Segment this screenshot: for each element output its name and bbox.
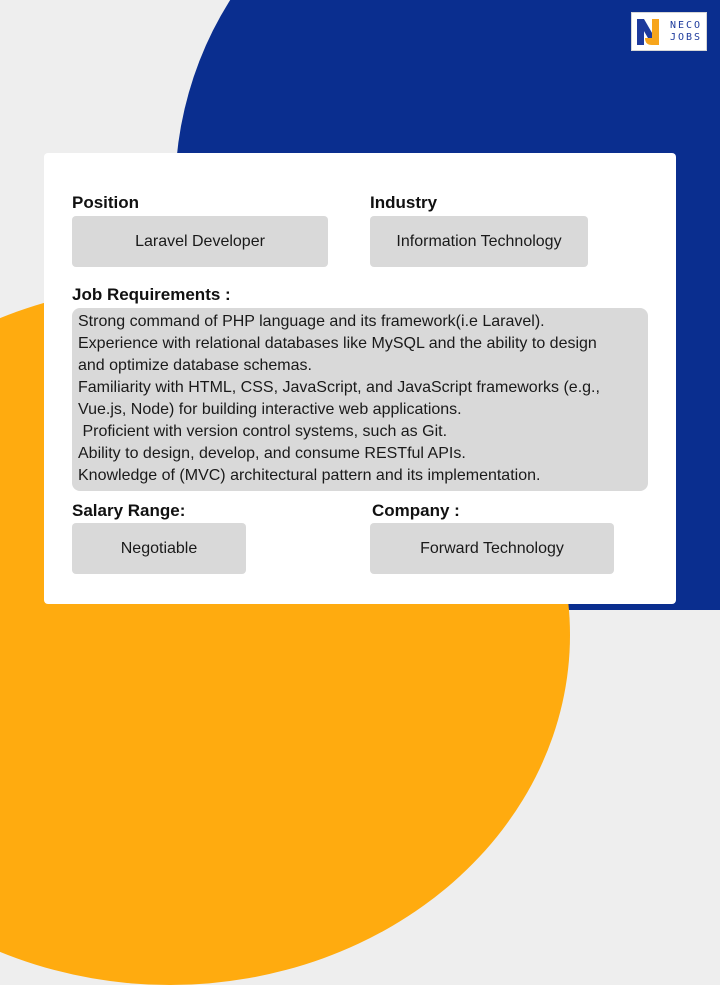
logo-text-line2: JOBS [670, 31, 703, 43]
requirement-line: Familiarity with HTML, CSS, JavaScript, and JavaScript frameworks (e.g., [78, 379, 600, 396]
requirement-line: and optimize database schemas. [78, 357, 312, 374]
requirement-line: Experience with relational databases like MySQL and the ability to design [78, 335, 597, 352]
company-label: Company : [372, 501, 460, 520]
job-card [44, 153, 676, 604]
neco-jobs-logo [631, 12, 707, 51]
industry-label: Industry [370, 193, 438, 212]
requirement-line: Proficient with version control systems, such as Git. [78, 423, 448, 440]
requirement-line: Strong command of PHP language and its framework(i.e Laravel). [78, 313, 545, 330]
job-requirements-label: Job Requirements : [72, 285, 231, 304]
requirement-line: Vue.js, Node) for building interactive web applications. [78, 401, 462, 418]
salary-range-value: Negotiable [72, 523, 246, 574]
position-label: Position [72, 193, 140, 212]
industry-value: Information Technology [370, 216, 588, 267]
requirement-line: Knowledge of (MVC) architectural pattern and its implementation. [78, 467, 541, 484]
logo-text-line1: NECO [670, 19, 703, 31]
logo-mark-icon [635, 16, 665, 47]
position-value: Laravel Developer [72, 216, 328, 267]
job-requirements-box [72, 308, 648, 491]
company-value: Forward Technology [370, 523, 614, 574]
salary-range-label: Salary Range: [72, 501, 186, 520]
requirement-line: Ability to design, develop, and consume RESTful APIs. [78, 445, 466, 462]
